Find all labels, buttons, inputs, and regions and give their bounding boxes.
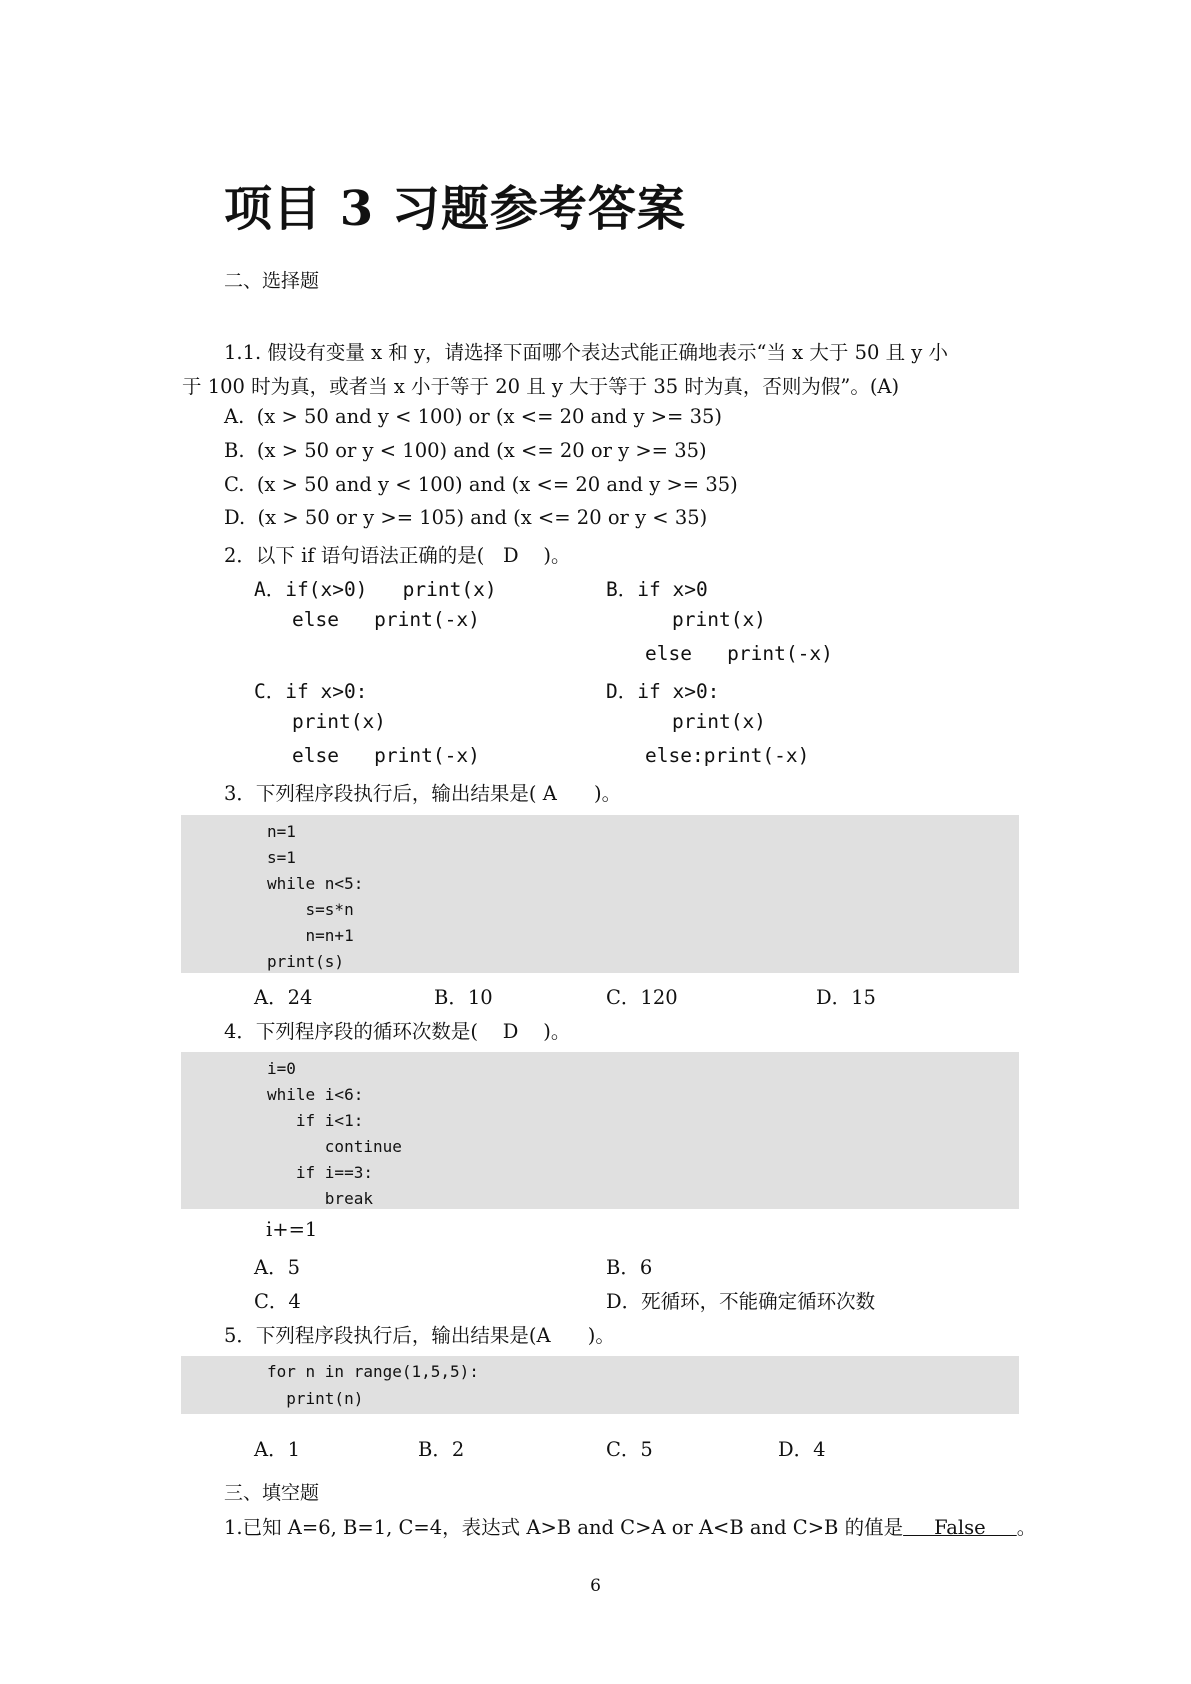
q2-option-c-line1: C．if x>0:	[254, 680, 368, 703]
q2-option-d-line1: D．if x>0:	[606, 680, 720, 703]
q3-option-d: D．15	[816, 986, 876, 1009]
code-line: i=0	[267, 1059, 296, 1078]
q4-stem: 4．下列程序段的循环次数是( D )。	[224, 1020, 571, 1043]
q4-code-block	[181, 1052, 1019, 1209]
fill-question-1	[224, 1512, 1036, 1540]
code-line: if i<1:	[267, 1111, 364, 1130]
code-line: for n in range(1,5,5):	[267, 1362, 479, 1381]
code-line: while i<6:	[267, 1085, 364, 1104]
q4-trailing-line: i+=1	[266, 1218, 318, 1241]
q2-option-b-line3: else print(-x)	[645, 642, 833, 665]
code-line: n=n+1	[267, 926, 354, 945]
code-line: continue	[267, 1137, 402, 1156]
q2-option-d-line2: print(x)	[672, 710, 766, 733]
q2-stem: 2．以下 if 语句语法正确的是( D )。	[224, 544, 571, 567]
fill-question-1-end: 。	[1016, 1516, 1037, 1539]
q5-option-b: B．2	[418, 1438, 465, 1461]
q2-option-c-line2: print(x)	[292, 710, 386, 733]
code-line: while n<5:	[267, 874, 364, 893]
code-line: n=1	[267, 822, 296, 841]
section-heading-choice: 二、选择题	[224, 270, 320, 292]
fill-question-1-answer: False	[903, 1516, 1017, 1539]
q2-option-c-line3: else print(-x)	[292, 744, 480, 767]
page-title: 项目 3 习题参考答案	[224, 181, 686, 237]
q5-option-c: C．5	[606, 1438, 653, 1461]
q3-option-c: C．120	[606, 986, 678, 1009]
q3-stem: 3．下列程序段执行后，输出结果是( A )。	[224, 782, 622, 805]
q4-option-b: B．6	[606, 1256, 653, 1279]
q3-option-b: B．10	[434, 986, 493, 1009]
q4-option-d: D．死循环，不能确定循环次数	[606, 1290, 876, 1313]
code-line: print(s)	[267, 952, 345, 971]
page-number: 6	[590, 1576, 601, 1596]
q2-option-a-line2: else print(-x)	[292, 608, 480, 631]
q1-option-d: D. (x > 50 or y >= 105) and (x <= 20 or y < 35)	[224, 506, 708, 529]
q5-stem: 5．下列程序段执行后，输出结果是(A )。	[224, 1324, 615, 1347]
q5-option-d: D．4	[778, 1438, 826, 1461]
q1-option-a: A. (x > 50 and y < 100) or (x <= 20 and y >= 35)	[224, 405, 723, 428]
q3-option-a: A．24	[254, 986, 313, 1009]
code-line: s=s*n	[267, 900, 354, 919]
code-line: print(n)	[267, 1389, 364, 1408]
fill-question-1-text: 1.已知 A=6, B=1, C=4，表达式 A>B and C>A or A<B and C>B 的值是	[224, 1516, 904, 1539]
q1-stem-line1: 1.1. 假设有变量 x 和 y，请选择下面哪个表达式能正确地表示“当 x 大于 50 且 y 小	[224, 341, 949, 364]
q5-code-block	[181, 1356, 1019, 1414]
code-line: if i==3:	[267, 1163, 373, 1182]
q1-option-b: B. (x > 50 or y < 100) and (x <= 20 or y >= 35)	[224, 439, 707, 462]
q5-option-a: A．1	[254, 1438, 300, 1461]
q2-option-d-line3: else:print(-x)	[645, 744, 810, 767]
q2-option-b-line1: B．if x>0	[606, 578, 708, 601]
q3-code-block	[181, 815, 1019, 973]
q4-option-a: A．5	[254, 1256, 300, 1279]
q2-option-b-line2: print(x)	[672, 608, 766, 631]
code-line: break	[267, 1189, 373, 1208]
section-heading-fill: 三、填空题	[224, 1482, 320, 1504]
q4-option-c: C．4	[254, 1290, 301, 1313]
code-line: s=1	[267, 848, 296, 867]
q1-stem-line2: 于 100 时为真，或者当 x 小于等于 20 且 y 大于等于 35 时为真，否则为假”。(A)	[182, 375, 900, 398]
q2-option-a-line1: A．if(x>0) print(x)	[254, 578, 497, 601]
q1-option-c: C. (x > 50 and y < 100) and (x <= 20 and y >= 35)	[224, 473, 738, 496]
